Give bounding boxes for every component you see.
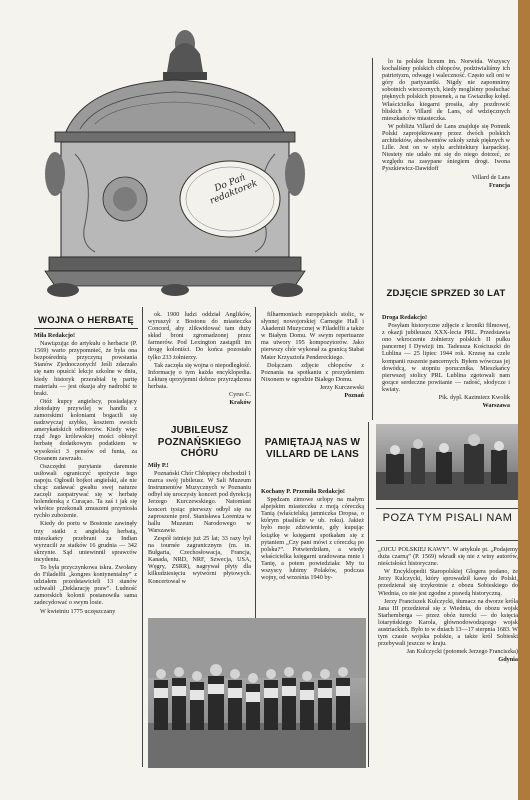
box-rule <box>376 540 519 541</box>
pamietaja-title: PAMIĘTAJĄ NAS W VILLARD DE LANS <box>264 437 361 460</box>
choir-photo <box>148 618 366 768</box>
column-rule <box>372 58 373 420</box>
soldiers-photo <box>376 424 519 500</box>
letter-villard-continued: lo tu polskie liceum im. Norwida. Wszyscy kochaliśmy polskich chłopców, podziwialiśmy ich patriotyzm, odwagę i waleczność. Często szli oni w góry do partyzantki. Nigdy nie zapomnimy sobotnich wieczornych, kiedy mogliśmy posłuchać pięknych polskich piosenek, a na Gwiazdkę kolęd. Właścicielka kiegarni prosiła, aby pozdrowić bliskich z Villard de Lans, od wdzięcznych mieszkańców miasteczka. W pobliżu Villard de Lans znajduje się Pomnik Polski zaprojektowany przez dwóch polskich architektów, absolwentów szkoły sztuk pięknych w Lille. Jest on w stylu architektury karpackiej. Niestety nie udało mi się do niego dotrzeć, ze względu na zasypane śniegiem drogi. Iwona Pyszkiewicz-Dawidoff Villard de Lans Francja <box>382 58 510 189</box>
poza-title: POZA TYM PISALI NAM <box>382 512 513 524</box>
casket-illustration <box>25 24 325 299</box>
letter-wojna-continued: ok. 1900 ludzi oddział Anglików, wyruszył z Bostonu do miasteczka Concord, aby zlikwidować tam duży skład broni zgromadzonej przez farmerów. Pod Lexington zastąpili im drogę koloniści. Do końca pozostało tylko 233 żołnierzy. Tak zaczęła się wojna o niepodległość. Informację o tym każda encyklopedia. Lekturę uprzyjemni dobrze przyrządzona herbata. Cyrus C. Kraków <box>148 311 251 407</box>
letter-jubileusz: Mily P.! Poznański Chór Chłopięcy obchodził 1 marca swój jubileusz. W Sali Muzeum Instrumentów Muzycznych w Poznaniu odbył się uroczysty koncert pod dyrekcją Jerzego Kurczewskiego. Natomiast koncert tysiąc pierwszy odbył się na zaproszenie prof. Stanisława Lorentza w hallu Muzeum Narodowego w Warszawie. Zespół istnieje już 25 lat; 33 razy był na tournée zagranicznym (m. in. Bułgaria, Czechosłowacja, Francja, Kanada, NRD, NRF, Szwecja, USA, Węgry, ZSRR), nagrywał płyty dla kilkudziesięciu wytwórni płytowych. Koncertował w <box>148 462 251 585</box>
wojna-title: WOJNA O HERBATĘ <box>34 315 138 329</box>
letter-jubileusz-continued: filharmoniach europejskich stolic, w słynnej nowojorskiej Carnegie Hall i Akademii Muzycznej w Filadelfii a także w Białym Domu. W swym repertuarze ma utwory 195 kompozytorów. Jako pierwszy chór wykonał za granicą Stabat Mater Krzysztofa Pendereckiego. Dołączam zdjęcie chłopców z Poznania na spotkaniu z prezydentem Nixonem w ogrodzie Białego Domu. Jerzy Kurczewski Poznań <box>261 311 364 400</box>
page-edge <box>518 0 530 800</box>
box-rule <box>376 508 519 509</box>
zdjecie-title: ZDJĘCIE SPRZED 30 LAT <box>386 288 506 299</box>
place: Francja <box>489 181 510 189</box>
jubileusz-title: JUBILEUSZ POZNAŃSKIEGO CHÓRU <box>157 425 242 459</box>
letters-poza: „OJCU POLSKIEJ KAWY”. W artykule pt. „Podajemy duża czarną” (P. 1569) wkradł się nie z winy autorów, nieścisłości historyczne. W Encyklopedii Staropolskiej Glogera podano, że Jerzy Kulczycki, który sprowadził kawę do Polski, przedzierał się trzykrotnie z obozu Sobieskiego do Wiednia, co nie jest zgodne z prawdą historyczną. Jerzy Franciszek Kulczycki, tłumacz na dworze króla Jana III przedzierał się z Wiednia, do obozu wojsk Starhemberga — przez obóz turecki — do księcia lotaryńskiego Karola, głównodowodzącego wojsk austriackich. Było to w dniach 13—17 sierpnia 1683. W tym czasie wojska polskie, a także król Sobieski przebywali jeszcze w kraju. Jan Kulczycki (potomek Jerzego Franciszka) Gdynia <box>378 546 518 664</box>
letter-zdjecie: Droga Redakcjo! Posyłam historyczne zdjęcie z kroniki filmowej, z okazji jubileuszu XXX-lecia PRL. Przedstawia ono wkroczenie żołnierzy polskich II pułku pancernej I Dywizji im. Tadeusza Kościuszki do Lublina — 25 lipiec 1944 rok. Krzesę na czele kompanii ruszenie pancernych. Byłem wówczas jej dowódcą, w stopniu porucznika. Mieszkańcy pierwszej stolicy PRL Lublina zgotowali nam gorące serdeczne powitanie — radość, słodycze i kwiaty. Pik. dypl. Kazimierz Kwolik Warszawa <box>382 314 510 410</box>
letter-pamietaja: Kochany P. Przemiła Redakcjo! Spędzam zimowe urlopy na małym alpejskim miasteczku z moją córeczką Tanią (właścielską jamniczka Dropsa, o którym pisaliście w ub. roku). Jakież było moje zdziwienie, gdy kupując książkę w księgarni spotkałam się z pytaniem „Czy pani mówi z córeczką po polsku?”. Potwierdziłam, a wtedy właścicielka księgarni uradowana mnie i Tanię, a potem powiedziała: My tu wszyscy lubimy Polaków, podczas wojny, od września 1940 by- <box>261 488 364 582</box>
column-rule <box>142 307 143 767</box>
signature: Villard de Lans <box>471 173 510 181</box>
letter-wojna: Miła Redakcjo! Nawiązując do artykułu o herbacie (P. 1569) warto przypomnieć, że była ona bezpośrednią przyczyną powstania Stanów Zjednoczonych! Jeśli zdarzało się nam opuścić lekcje szkolne w dniu, kiedy historyk przerabiał tę partię materiału — jest okazja aby nadrobić te braki. Otóż kupcy angielscy, posiadający złotodajny przywilej w handlu z zamorskimi koloniami bogacili się nadzwyczaj szybko, kosztem swoich amerykańskich odbiorców. Kiedy więc rząd Jego królewskiej mości obłożył herbatę dodatkowym podatkiem w wysokości 3 pensów od funta, za Oceanem zawrzało. Oszczędni purytanie daremnie usiłowali ograniczyć spożycie tego napoju. Ogłosili bojkot angielski, ale nie chcąc zadawać gwałtu swej naturze zaczęli zaopatrywać się w herbatę holenderską z Curaçao. Ta zaś i jak się wkrótce przekonali zmuszeni przyniosła rychło zubożenie. Kiedy do portu w Bostonie zawinęły trzy statki z angielską herbatą, mieszkańcy przebrani za Indian wyrzucili ze statków 16 grudnia — 342 skrzynie. Sąd uniewinnił sprawców incydentu. To była przyczynkowa iskra. Zwołany do Filadelfii „kongres kontynentalny” z udziałem przedstawicieli 13 stanów uchwalił „Deklarację praw”. Ludność zamorskich kolonii postanowiła sama zadecydować o swym losie. W kwietniu 1775 uczęszczany <box>34 332 137 615</box>
casket-label: Do Pań redaktorek <box>208 172 260 207</box>
column-rule <box>368 422 369 767</box>
